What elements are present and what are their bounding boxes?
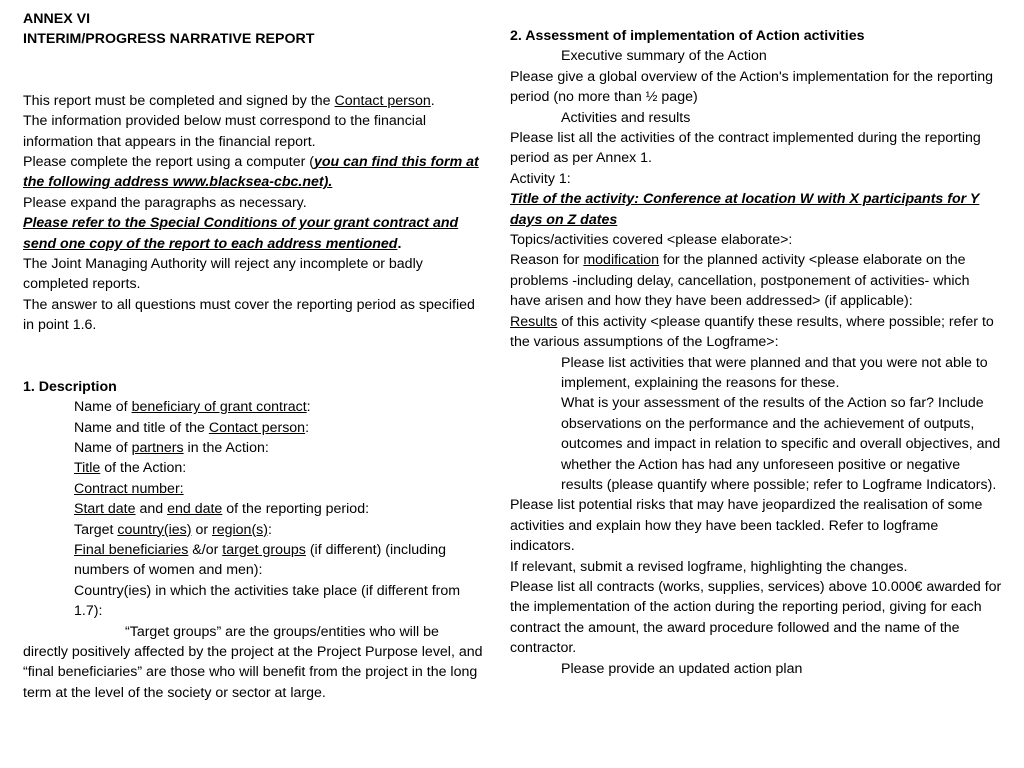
reason-text: for the planned activity <please elaborate on the problems -including delay, cancellation, postponement of activities- which have arisen and how they have been addressed> (if applicable): <box>510 252 970 310</box>
intro-signature-paragraph <box>23 91 485 111</box>
target-groups-term: target groups <box>222 541 306 558</box>
contract-number-term: Contract number: <box>74 480 184 497</box>
intro-special-conditions-paragraph <box>23 213 485 254</box>
intro-expand-paragraph: Please expand the paragraphs as necessary. <box>23 194 307 211</box>
item-text: or <box>191 521 212 538</box>
intro-text: Please complete the report using a computer ( <box>23 154 314 171</box>
description-item-target-country <box>23 520 485 540</box>
description-item-contact <box>23 418 485 438</box>
region-term: region(s) <box>212 521 268 538</box>
logframe-paragraph: If relevant, submit a revised logframe, highlighting the changes. <box>510 558 908 575</box>
exec-summary-label: Executive summary of the Action <box>561 48 767 65</box>
item-text: : <box>267 521 272 538</box>
partners-term: partners <box>131 439 184 456</box>
item-text: of the reporting period: <box>222 501 370 518</box>
title-term: Title <box>74 460 101 477</box>
country-term: country(ies) <box>117 521 192 538</box>
contact-person-term: Contact person <box>208 419 306 436</box>
list-activities-paragraph: Please list all the activities of the contract implemented during the reporting period as per Annex 1. <box>510 130 981 167</box>
description-item-title <box>23 458 485 478</box>
intro-period-paragraph: The answer to all questions must cover the reporting period as specified in point 1.6. <box>23 296 475 334</box>
final-beneficiaries-term: Final beneficiaries <box>74 541 189 558</box>
intro-text: This report must be completed and signed by the <box>23 92 335 109</box>
intro-computer-paragraph <box>23 152 485 193</box>
activities-results-label: Activities and results <box>561 109 691 126</box>
results-term: Results <box>510 313 558 330</box>
item-text: (if different) (including numbers of women and men): <box>74 541 446 579</box>
modification-term: modification <box>583 252 660 269</box>
item-text: and <box>135 501 168 518</box>
contracts-paragraph: Please list all contracts (works, supplies, services) above 10.000€ awarded for the implementation of the action during the reporting period, giving for each contract the amount, the award procedure followed and the name of the contractor. <box>510 578 1002 657</box>
item-text: Name of <box>74 439 132 456</box>
description-item-beneficiary <box>23 397 485 417</box>
reason-paragraph <box>510 250 1002 311</box>
planned-not-implemented-paragraph: Please list activities that were planned and that you were not able to implement, explaining the reasons for these. <box>561 354 988 391</box>
item-text: &/or <box>188 541 223 558</box>
intro-financial-paragraph: The information provided below must correspond to the financial information that appears in the financial report. <box>23 113 426 150</box>
intro-reject-paragraph: The Joint Managing Authority will reject any incomplete or badly completed reports. <box>23 256 423 293</box>
description-item-dates <box>23 499 485 519</box>
overview-paragraph: Please give a global overview of the Action's implementation for the reporting period (no more than ½ page) <box>510 68 993 106</box>
report-title: INTERIM/PROGRESS NARRATIVE REPORT <box>23 31 315 48</box>
description-item-partners <box>23 438 485 458</box>
item-text: Name of <box>74 399 132 416</box>
description-item-beneficiaries <box>23 540 485 581</box>
right-column <box>510 26 1002 679</box>
results-paragraph <box>510 312 1002 353</box>
form-address-note: you can find this form at the following address www.blacksea-cbc.net). <box>23 154 479 191</box>
reason-text: Reason for <box>510 252 584 269</box>
results-text: of this activity <please quantify these results, where possible; refer to the various assumptions of the Logframe>: <box>510 313 994 351</box>
action-plan-paragraph: Please provide an updated action plan <box>561 660 803 677</box>
description-heading: 1. Description <box>23 378 117 395</box>
description-item-activity-country: Country(ies) in which the activities take place (if different from 1.7): <box>74 582 461 620</box>
contact-person-term: Contact person <box>334 92 431 109</box>
item-text: in the Action: <box>183 439 269 456</box>
start-date-term: Start date <box>74 501 136 518</box>
item-text: : <box>306 399 311 416</box>
risks-paragraph: Please list potential risks that may have jeopardized the realisation of some activities and explain how they have been tackled. Refer to logframe indicators. <box>510 497 983 555</box>
intro-text: . <box>430 92 435 109</box>
assessment-paragraph: What is your assessment of the results of the Action so far? Include observations on the performance and the achievement of outputs, outcomes and impact in relation to specific and overall objectives, and whether the Action has had any unforeseen positive or negative results (please quantify where possible; refer to Logframe Indicators). <box>561 395 1001 493</box>
beneficiary-term: beneficiary of grant contract <box>131 399 307 416</box>
item-text: Target <box>74 521 118 538</box>
description-item-contract-number <box>23 479 485 499</box>
item-text: Name and title of the <box>74 419 209 436</box>
left-column <box>23 9 485 703</box>
activity-1-label: Activity 1: <box>510 170 571 187</box>
item-text: : <box>305 419 310 436</box>
annex-label: ANNEX VI <box>23 11 91 27</box>
item-text: of the Action: <box>100 460 187 477</box>
end-date-term: end date <box>167 501 223 518</box>
special-conditions-note: Please refer to the Special Conditions of your grant contract and send one copy of the report to each address mentioned <box>23 215 459 252</box>
activity-title: Title of the activity: Conference at location W with X participants for Y days on Z dates <box>510 191 980 228</box>
intro-text: . <box>397 235 402 252</box>
topics-paragraph: Topics/activities covered <please elaborate>: <box>510 232 793 249</box>
assessment-heading: 2. Assessment of implementation of Action activities <box>510 28 865 44</box>
target-groups-note: “Target groups” are the groups/entities who will be directly positively affected by the project at the Project Purpose level, and “final beneficiaries” are those who will benefit from the project in the long term at the level of the society or sector at large. <box>23 623 483 701</box>
